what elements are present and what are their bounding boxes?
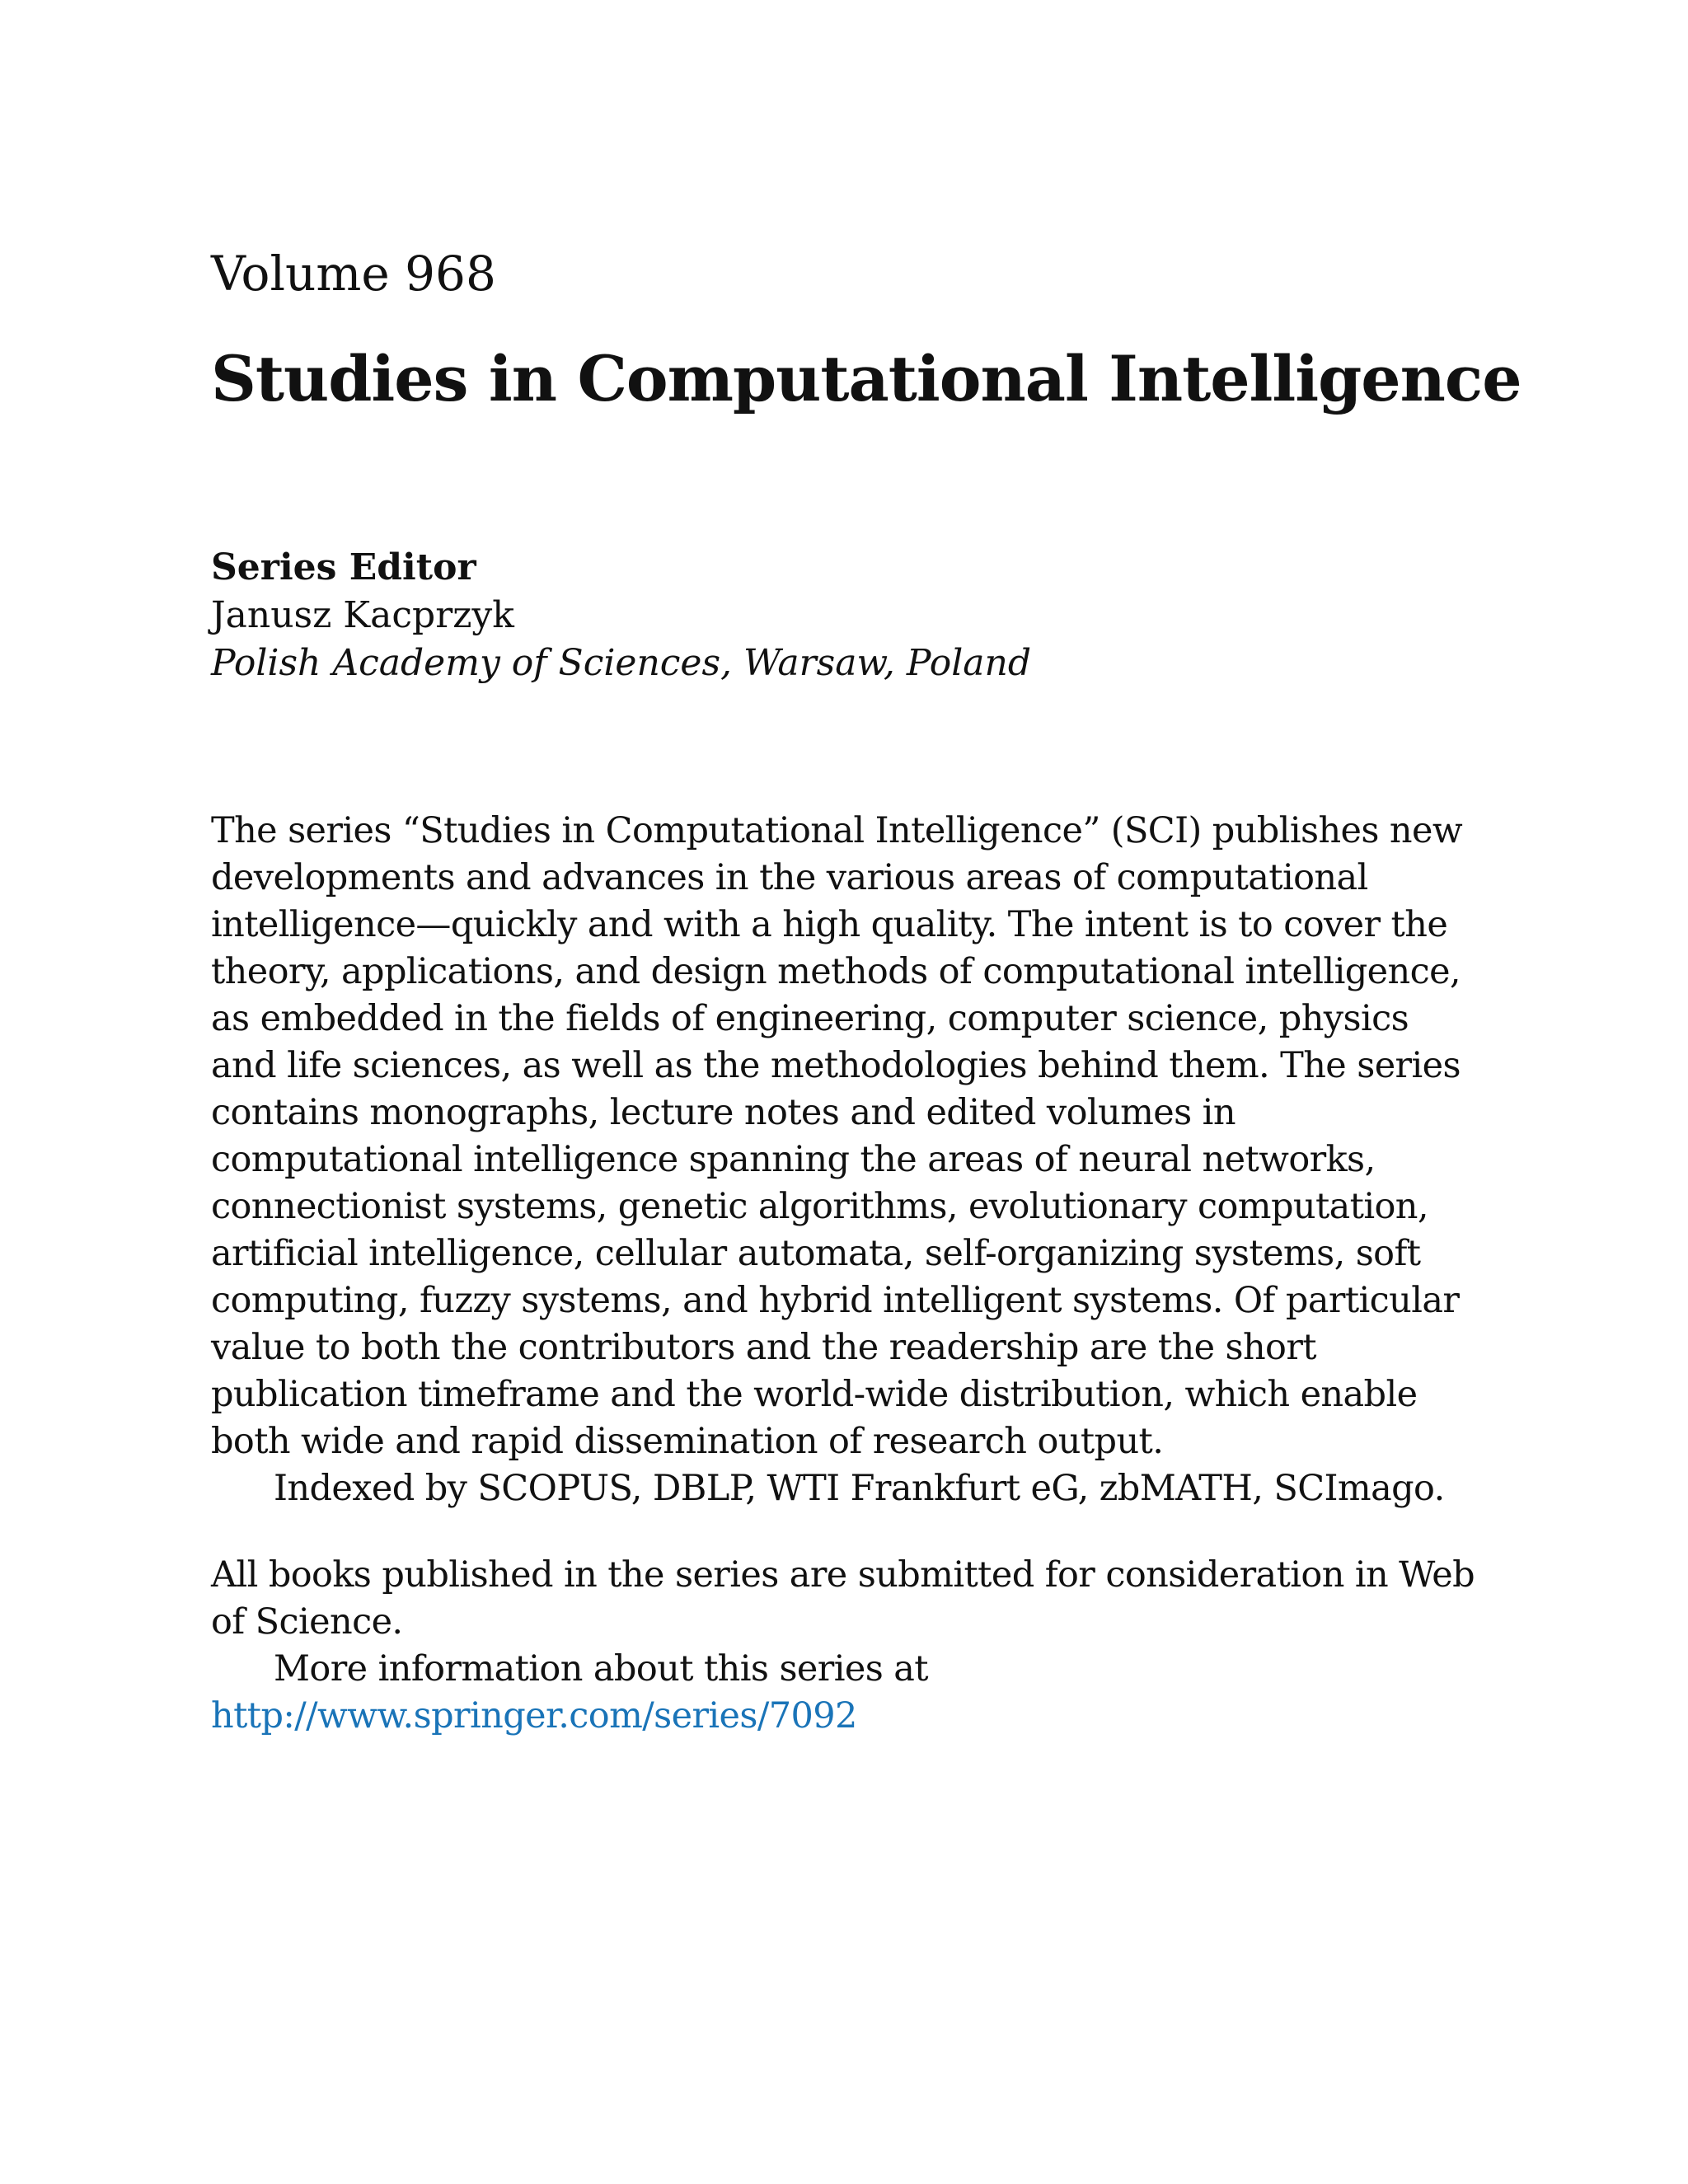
web-of-science-statement: All books published in the series are submitted for consideration in Web of Science. bbox=[211, 1554, 1475, 1643]
more-info-prefix: More information about this series at bbox=[274, 1648, 928, 1690]
series-editor-label: Series Editor bbox=[211, 546, 476, 588]
series-description-block bbox=[211, 808, 1480, 1740]
series-editor-block bbox=[211, 544, 1031, 687]
volume-number: Volume 968 bbox=[211, 246, 496, 302]
series-url-link[interactable]: http://www.springer.com/series/7092 bbox=[211, 1695, 857, 1736]
series-editor-name: Janusz Kacprzyk bbox=[211, 594, 514, 636]
paragraph-spacer bbox=[211, 1512, 1480, 1552]
indexed-statement: Indexed by SCOPUS, DBLP, WTI Frankfurt eG, zbMATH, SCImago. bbox=[274, 1468, 1445, 1509]
more-info-paragraph bbox=[211, 1646, 1480, 1740]
series-editor-affiliation: Polish Academy of Sciences, Warsaw, Poland bbox=[211, 642, 1032, 684]
series-title: Studies in Computational Intelligence bbox=[211, 342, 1522, 415]
series-description: The series “Studies in Computational Intelligence” (SCI) publishes new developments and advances in the various areas of computational intelligence—quickly and with a high quality. The intent is to cover the theory, applications, and design methods of computational intelligence, as embedded in the fields of engineering, computer science, physics and life sciences, as well as the methodologies behind them. The series contains monographs, lecture notes and edited volumes in computational intelligence spanning the areas of neural networks, connectionist systems, genetic algorithms, evolutionary computation, artificial intelligence, cellular automata, self-organizing systems, soft computing, fuzzy systems, and hybrid intelligent systems. Of particular value to both the contributors and the readership are the short publication timeframe and the world-wide distribution, which enable both wide and rapid dissemination of research output. bbox=[211, 810, 1463, 1462]
